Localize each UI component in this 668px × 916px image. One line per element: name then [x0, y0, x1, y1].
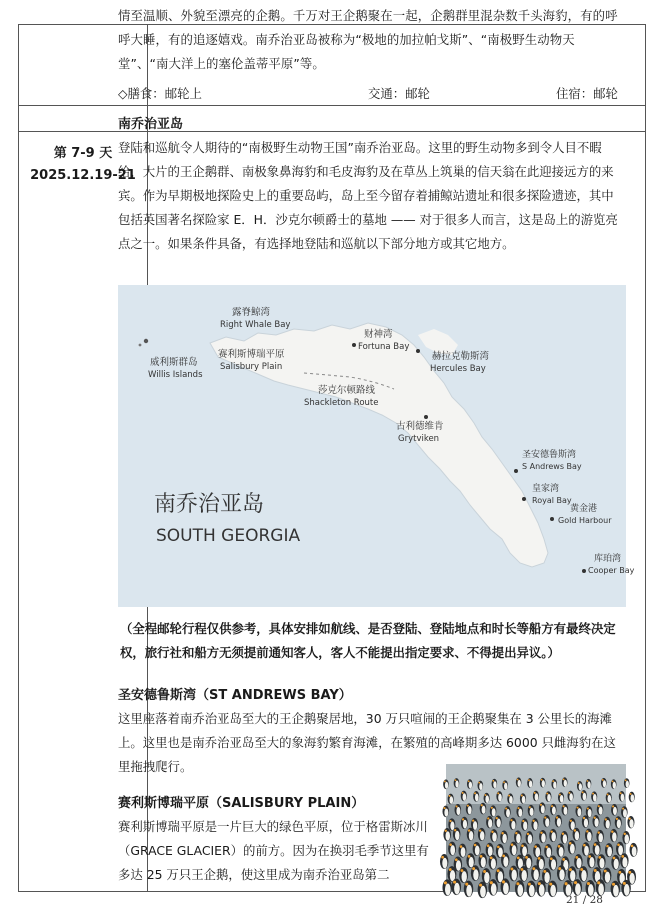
page-number: 21 / 28	[566, 894, 603, 906]
label-willis-cn: 威利斯群岛	[150, 357, 198, 368]
king-penguin-colony-photo	[446, 764, 626, 892]
south-georgia-map	[118, 285, 635, 607]
section-paragraph: 登陆和巡航令人期待的“南极野生动物王国”南乔治亚岛。这里的野生动物多到令人目不暇给，大片的王企鹅群、南极象鼻海豹和毛皮海豹及在草丛上筑巢的信天翁在此迎接远方的来宾。作为早期极地探险史上的重要岛屿，岛上至今留存着捕鲸站遗址和很多探险遗迹，其中包括英国著名探险家 E．H．沙克尔顿爵士的墓地 —— 对于很多人而言，这是岛上的游览亮点之一。如果条件具备，有选择地登陆和巡航以下部分地方或其它地方。	[118, 140, 618, 251]
meals-row	[118, 84, 618, 104]
label-cooper-cn: 库珀湾	[594, 554, 622, 564]
day-dates: 2025.12.19-21	[30, 168, 136, 183]
salisbury-paragraph: 赛利斯博瑞平原是一片巨大的绿色平原，位于格雷斯冰川（GRACE GLACIER）的前方。因为在换羽毛季节这里有多达 25 万只王企鹅，使这里成为南乔治亚岛第二	[118, 819, 429, 882]
label-fortuna-cn: 财神湾	[364, 329, 393, 340]
label-grytviken-en: Grytviken	[398, 434, 440, 444]
label-standrews-cn: 圣安德鲁斯湾	[522, 450, 577, 460]
label-hercules-en: Hercules Bay	[430, 364, 486, 374]
label-grytviken-cn: 古利德维肯	[396, 421, 444, 432]
section-title: 南乔治亚岛	[118, 117, 184, 132]
label-shackleton-cn: 莎克尔顿路线	[318, 385, 376, 396]
label-royal-cn: 皇家湾	[532, 484, 560, 494]
map-title-cn: 南乔治亚岛	[154, 492, 265, 517]
label-standrews-en: S Andrews Bay	[522, 462, 582, 471]
label-salisbury-cn: 赛利斯博瑞平原	[218, 349, 285, 360]
map-title-en: SOUTH GEORGIA	[156, 526, 301, 546]
label-hercules-cn: 赫拉克勒斯湾	[432, 351, 490, 362]
label-royal-en: Royal Bay	[532, 496, 572, 505]
day-label: 第 7-9 天	[53, 146, 113, 161]
intro-paragraph: 情至温顺、外貌至漂亮的企鹅。千万对王企鹅聚在一起，企鹅群里混杂数千头海豹，有的呼呼大睡，有的追逐嬉戏。南乔治亚岛被称为“极地的加拉帕戈斯”、“南极野生动物天堂”、“南大洋上的塞伦盖蒂平原”等。	[118, 8, 618, 71]
label-gold-cn: 黄金港	[570, 504, 598, 514]
label-shackleton-en: Shackleton Route	[304, 398, 379, 408]
label-right-whale-bay-cn: 露脊鲸湾	[232, 307, 271, 318]
st-andrews-title: 圣安德鲁斯湾（ST ANDREWS BAY）	[118, 688, 352, 703]
day-content	[118, 114, 620, 256]
label-cooper-en: Cooper Bay	[588, 566, 635, 575]
label-gold-en: Gold Harbour	[558, 516, 612, 525]
itinerary-notice: （全程邮轮行程仅供参考，具体安排如航线、是否登陆、登陆地点和时长等船方有最终决定权，旅行社和船方无须提前通知客人，客人不能提出指定要求、不得提出异议。）	[120, 621, 616, 660]
row-divider	[19, 105, 645, 106]
label-willis-en: Willis Islands	[148, 370, 203, 380]
salisbury-title: 赛利斯博瑞平原（SALISBURY PLAIN）	[118, 796, 365, 811]
label-right-whale-bay-en: Right Whale Bay	[220, 320, 291, 330]
meals-info: ◇膳食：邮轮上	[118, 86, 202, 101]
transport-info: 交通：邮轮	[368, 86, 430, 101]
label-fortuna-en: Fortuna Bay	[358, 342, 410, 352]
st-andrews-paragraph: 这里座落着南乔治亚岛至大的王企鹅聚居地，30 万只喧闹的王企鹅聚集在 3 公里长的海滩上。这里也是南乔治亚岛至大的象海豹繁育海滩，在繁殖的高峰期多达 6000 只雌海豹在这里拖拽爬行。	[118, 711, 616, 774]
label-salisbury-en: Salisbury Plain	[220, 362, 283, 372]
lodging-info: 住宿：邮轮	[556, 86, 618, 101]
